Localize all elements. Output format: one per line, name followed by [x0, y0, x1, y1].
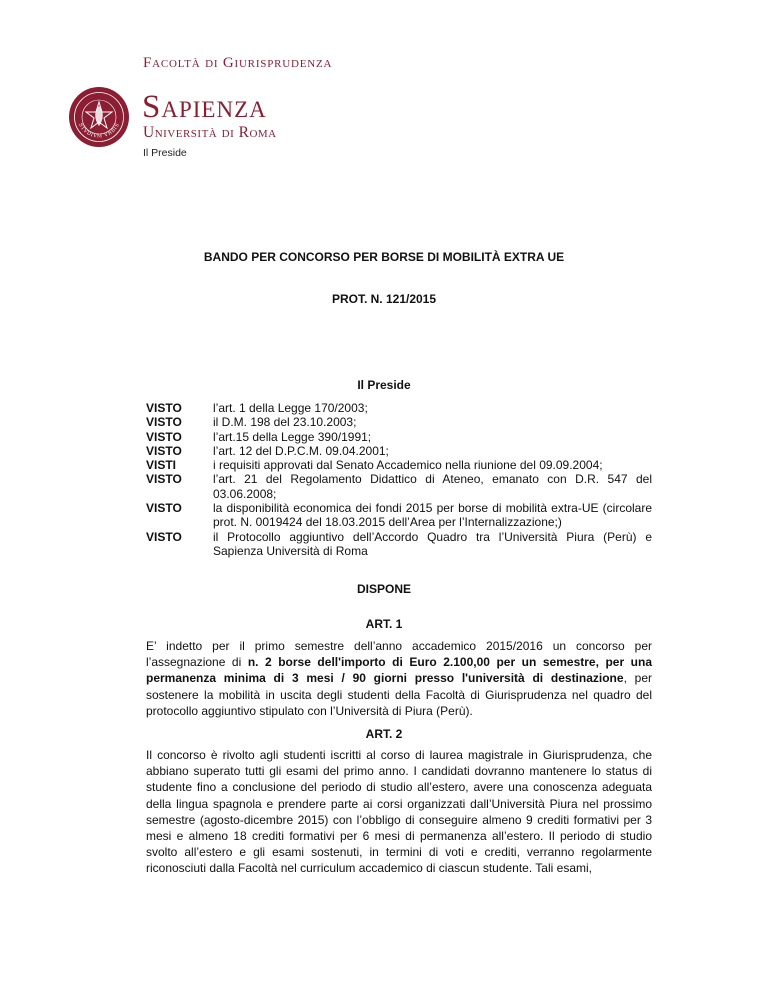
visto-label: VISTO [146, 401, 182, 415]
visto-label: VISTO [146, 501, 182, 516]
visto-label: VISTO [146, 415, 182, 430]
visto-text: l’art.15 della Legge 390/1991; [213, 429, 372, 444]
visto-item [146, 458, 652, 472]
art1-heading: ART. 1 [365, 617, 403, 631]
faculty-name: Facoltà di Giurisprudenza [143, 55, 333, 71]
visto-item [146, 501, 652, 530]
visto-label: VISTO [146, 429, 182, 444]
visto-label: VISTO [146, 443, 182, 458]
seal-inscription: STVDIVM VRBIS [76, 122, 122, 140]
visto-item [146, 472, 652, 501]
art1-text-after: , per sostenere la mobilità in uscita degli studenti della Facoltà di Giurisprudenza nel quadro del protocollo aggiuntivo stipulato con l’Università di Piura (Perù). [146, 671, 653, 718]
sapienza-seal-icon [68, 86, 130, 148]
visto-text: l’art. 21 del Regolamento Didattico di Ateneo, emanato con D.R. 547 del 03.06.2008; [213, 472, 652, 501]
university-name: Sapienza [142, 89, 267, 125]
visto-text: i requisiti approvati dal Senato Accademico nella riunione del 09.09.2004; [213, 458, 603, 473]
art2-paragraph: Il concorso è rivolto agli studenti iscritti al corso di laurea magistrale in Giurisprudenza, che abbiano superato tutti gli esami del primo anno. I candidati dovranno mantenere lo status di studente fino a conclusione del periodo di studio all’estero, avere una conoscenza adeguata della lingua spagnola e prendere parte ai corsi organizzati dall’Università Piura nel prossimo semestre (agosto-dicembre 2015) con l’obbligo di conseguire almeno 9 crediti formativi per 3 mesi e almeno 18 crediti formativi per 6 mesi di permanenza all’estero. Il periodo di studio svolto all’estero e gli esami sostenuti, in termini di voti e crediti, verranno regolarmente riconosciuti dalla Facoltà nel curriculum accademico di ciascun studente. Tali esami, [146, 748, 652, 876]
document-title: BANDO PER CONCORSO PER BORSE DI MOBILITÀ EXTRA UE [203, 250, 565, 264]
art2-heading: ART. 2 [365, 727, 403, 741]
visto-item [146, 401, 652, 415]
dispone-heading: DISPONE [356, 582, 411, 596]
header-role: Il Preside [143, 147, 187, 159]
preside-heading: Il Preside [357, 378, 411, 392]
visto-text: l’art. 1 della Legge 170/2003; [213, 401, 368, 415]
university-subtitle: Università di Roma [143, 124, 277, 141]
visto-label: VISTO [146, 472, 182, 487]
protocol-number: PROT. N. 121/2015 [331, 292, 437, 306]
visto-text: il Protocollo aggiuntivo dell’Accordo Quadro tra l’Università Piura (Perù) e Sapienza Università di Roma [213, 529, 652, 558]
visto-item [146, 415, 652, 429]
visto-text: l’art. 12 del D.P.C.M. 09.04.2001; [213, 443, 389, 458]
visto-list [146, 401, 652, 558]
art1-text-before: E’ indetto per il primo semestre dell’anno accademico 2015/2016 un concorso per l’assegnazione di [146, 639, 652, 670]
visto-text: il D.M. 198 del 23.10.2003; [213, 415, 357, 430]
visto-label: VISTI [146, 458, 177, 473]
visto-item [146, 444, 652, 458]
visto-label: VISTO [146, 529, 182, 544]
visto-item [146, 430, 652, 444]
art1-paragraph [146, 638, 652, 719]
art1-text-bold: n. 2 borse dell'importo di Euro 2.100,00 per un semestre, per una permanenza minima di 3 mesi / 90 giorni presso l'università di destinazione [146, 655, 652, 686]
visto-item [146, 530, 652, 559]
visto-text: la disponibilità economica dei fondi 2015 per borse di mobilità extra-UE (circolare prot. N. 0019424 del 18.03.2015 dell’Area per l’Internalizzazione;) [213, 501, 652, 530]
